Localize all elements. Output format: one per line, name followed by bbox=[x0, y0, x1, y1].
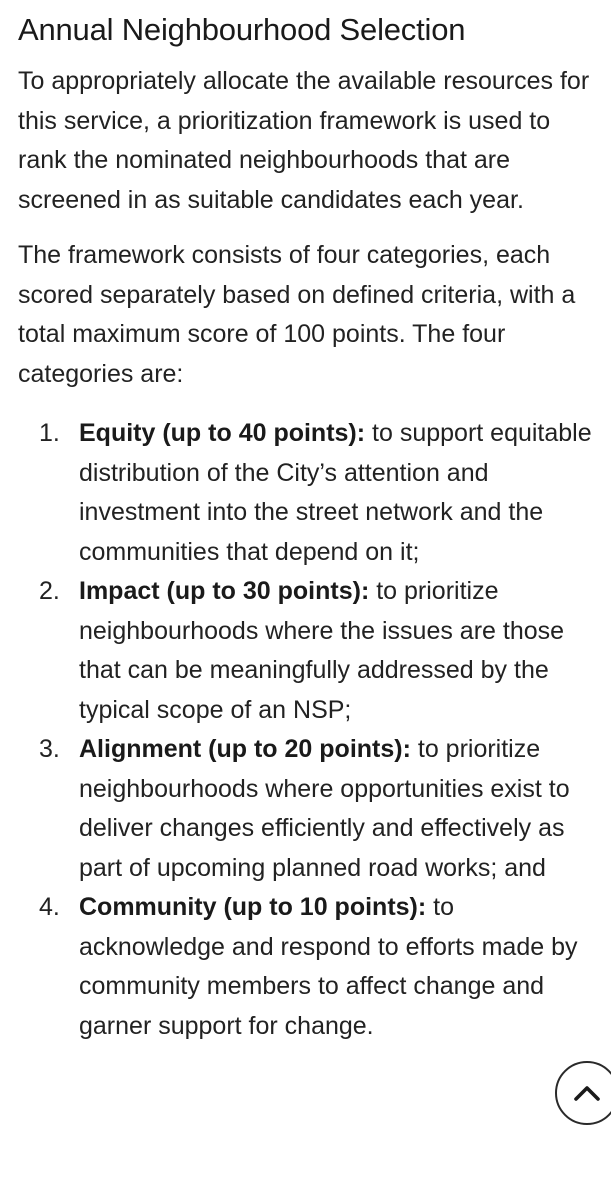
list-item-number: 1. bbox=[39, 419, 60, 447]
list-item bbox=[18, 572, 598, 730]
category-label: Impact (up to 30 points): bbox=[79, 577, 370, 605]
page-title: Annual Neighbourhood Selection bbox=[18, 12, 466, 47]
category-label: Alignment (up to 20 points): bbox=[79, 735, 411, 763]
article-content bbox=[18, 0, 598, 1046]
category-description: to prioritize neighbourhoods where the issues are those that can be meaningfully addressed by the typical scope of an NSP; bbox=[79, 577, 565, 724]
chevron-up-icon bbox=[572, 1083, 602, 1103]
list-item bbox=[18, 730, 598, 888]
list-item bbox=[18, 888, 598, 1046]
category-description: to prioritize neighbourhoods where opportunities exist to deliver changes efficiently and effectively as part of upcoming planned road works; and bbox=[79, 735, 570, 882]
category-description: to support equitable distribution of the City’s attention and investment into the street network and the communities that depend on it; bbox=[79, 419, 592, 566]
list-item-number: 4. bbox=[39, 893, 60, 921]
framework-paragraph: The framework consists of four categories, each scored separately based on defined criteria, with a total maximum score of 100 points. The four categories are: bbox=[18, 241, 576, 388]
list-item bbox=[18, 414, 598, 572]
scroll-to-top-button[interactable] bbox=[555, 1061, 611, 1125]
category-label: Community (up to 10 points): bbox=[79, 893, 427, 921]
category-list bbox=[18, 414, 598, 1046]
category-label: Equity (up to 40 points): bbox=[79, 419, 366, 447]
list-item-number: 3. bbox=[39, 735, 60, 763]
category-description: to acknowledge and respond to efforts made by community members to affect change and garner support for change. bbox=[79, 893, 578, 1040]
intro-paragraph: To appropriately allocate the available resources for this service, a prioritization framework is used to rank the nominated neighbourhoods that are screened in as suitable candidates each year. bbox=[18, 67, 590, 214]
list-item-number: 2. bbox=[39, 577, 60, 605]
